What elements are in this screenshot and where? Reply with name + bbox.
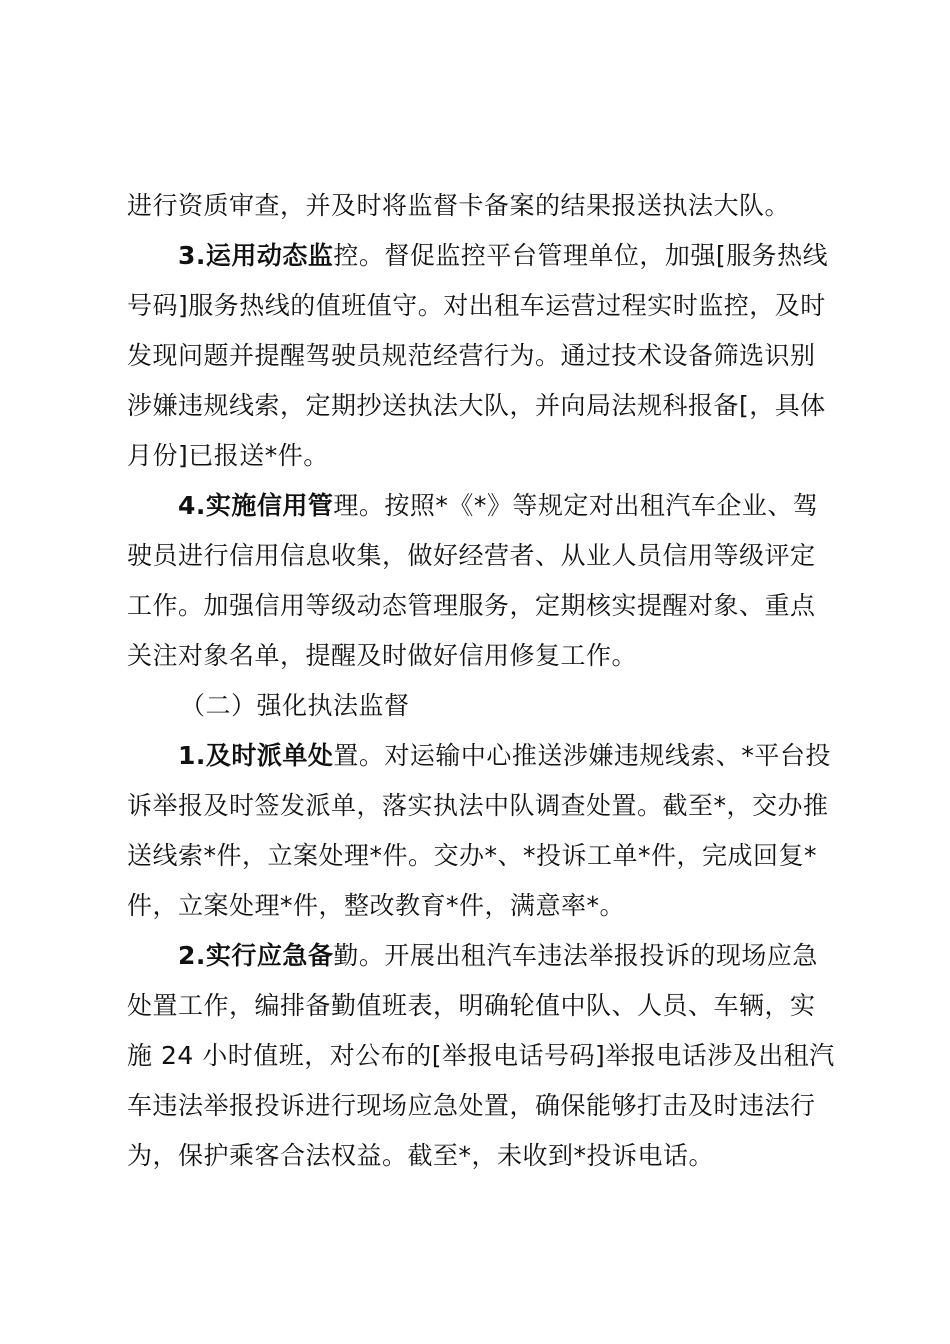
paragraph-line bbox=[127, 590, 816, 622]
paragraph-line bbox=[127, 840, 817, 872]
line-text: 勤。开展出租汽车违法举报投诉的现场应急 bbox=[333, 941, 818, 970]
line-text: 为，保护乘客合法权益。截至*，未收到*投诉电话。 bbox=[127, 1141, 715, 1170]
paragraph-line bbox=[127, 890, 625, 922]
item-heading-bold: 4.实施信用管 bbox=[178, 491, 334, 520]
section-heading-line bbox=[178, 740, 831, 772]
section-heading-line bbox=[178, 490, 818, 522]
paragraph-line bbox=[127, 1090, 816, 1122]
line-text: 件，立案处理*件，整改教育*件，满意率*。 bbox=[127, 891, 626, 920]
item-heading-bold: 2.实行应急备 bbox=[178, 941, 334, 970]
line-text: 置。对运输中心推送涉嫌违规线索、*平台投 bbox=[333, 741, 831, 770]
paragraph-line bbox=[127, 440, 329, 472]
line-text: 月份]已报送*件。 bbox=[127, 441, 329, 470]
line-text: 驶员进行信用信息收集，做好经营者、从业人员信用等级评定 bbox=[127, 541, 816, 570]
line-text: 送线索*件，立案处理*件。交办*、*投诉工单*件，完成回复* bbox=[127, 841, 818, 870]
paragraph-line bbox=[127, 1140, 714, 1172]
paragraph-line bbox=[127, 390, 826, 422]
line-text: 涉嫌违规线索，定期抄送执法大队，并向局法规科报备[，具体 bbox=[127, 391, 826, 420]
paragraph-line bbox=[127, 340, 816, 372]
paragraph-line bbox=[127, 540, 816, 572]
line-text: 号码]服务热线的值班值守。对出租车运营过程实时监控，及时 bbox=[127, 291, 826, 320]
line-text: 诉举报及时签发派单，落实执法中队调查处置。截至*，交办推 bbox=[127, 791, 829, 820]
line-text: （二）强化执法监督 bbox=[180, 691, 410, 720]
paragraph-line bbox=[127, 790, 829, 822]
line-text: 关注对象名单，提醒及时做好信用修复工作。 bbox=[127, 641, 638, 670]
item-heading-bold: 1.及时派单处 bbox=[178, 741, 334, 770]
paragraph-line bbox=[127, 290, 826, 322]
line-text: 发现问题并提醒驾驶员规范经营行为。通过技术设备筛选识别 bbox=[127, 341, 816, 370]
paragraph-line bbox=[127, 190, 790, 222]
section-heading-line bbox=[178, 240, 828, 272]
line-text: 施 24 小时值班，对公布的[举报电话号码]举报电话涉及出租汽 bbox=[127, 1041, 835, 1070]
line-text: 控。督促监控平台管理单位，加强[服务热线 bbox=[333, 241, 829, 270]
line-text: 车违法举报投诉进行现场应急处置，确保能够打击及时违法行 bbox=[127, 1091, 816, 1120]
section-heading-line bbox=[178, 940, 818, 972]
line-text: 理。按照*《*》等规定对出租汽车企业、驾 bbox=[333, 491, 819, 520]
item-heading-bold: 3.运用动态监 bbox=[178, 241, 334, 270]
line-text: 进行资质审查，并及时将监督卡备案的结果报送执法大队。 bbox=[127, 191, 791, 220]
paragraph-line bbox=[127, 640, 637, 672]
paragraph-line bbox=[127, 1040, 835, 1072]
paragraph-line bbox=[127, 990, 816, 1022]
line-text: 工作。加强信用等级动态管理服务，定期核实提醒对象、重点 bbox=[127, 591, 816, 620]
line-text: 处置工作，编排备勤值班表，明确轮值中队、人员、车辆，实 bbox=[127, 991, 816, 1020]
subsection-title bbox=[180, 690, 410, 722]
